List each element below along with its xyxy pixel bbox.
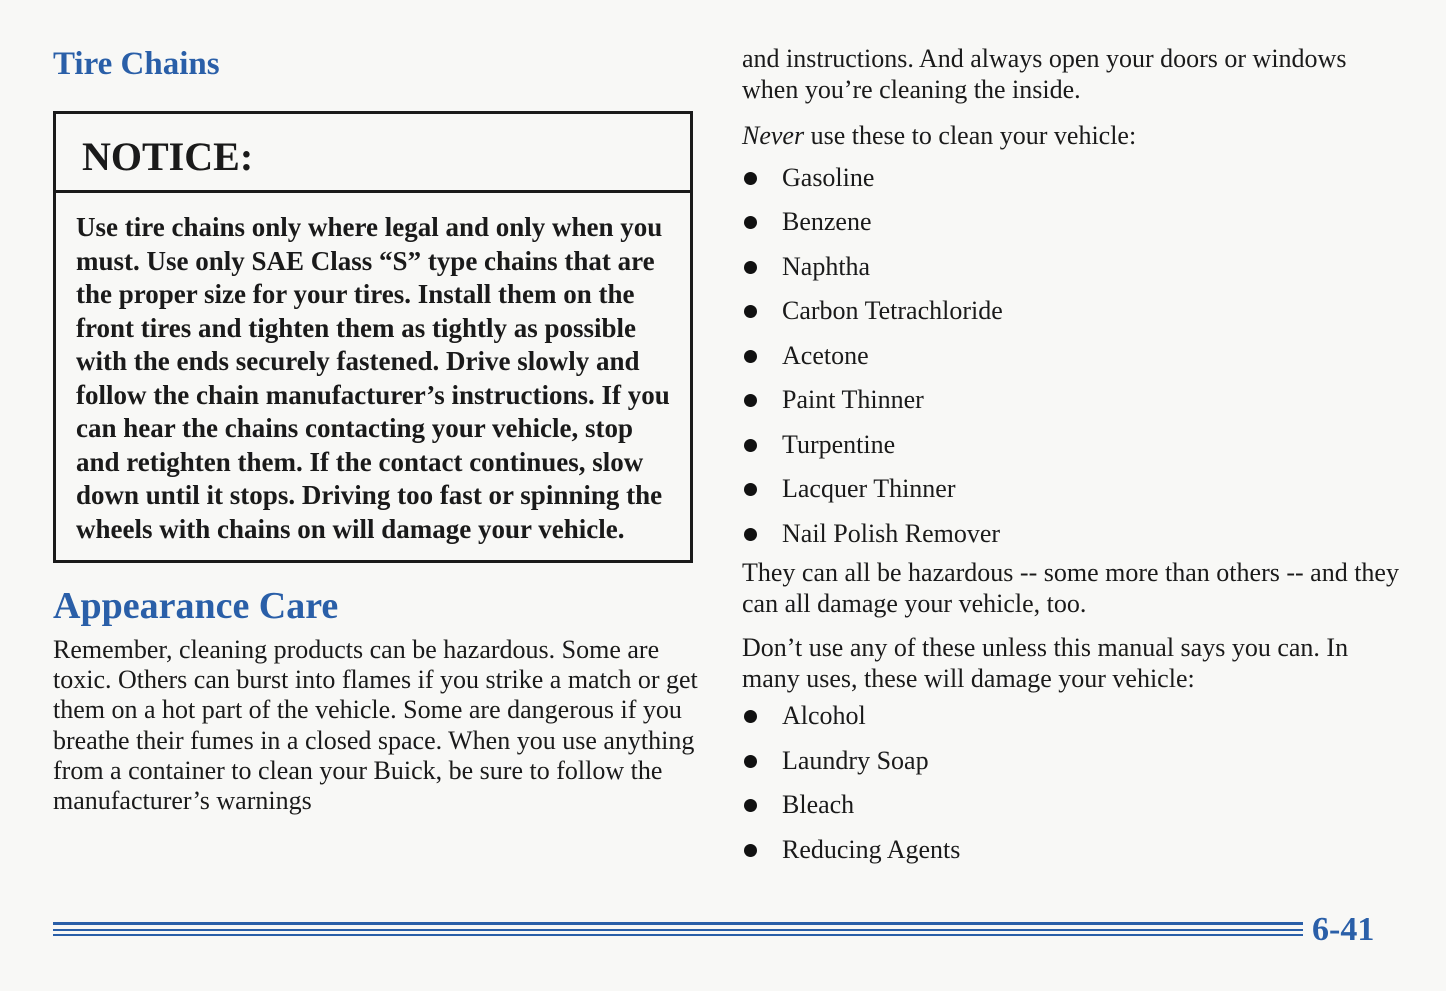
left-column [53,42,698,816]
notice-text: Use tire chains only where legal and only when you must. Use only SAE Class “S” type chains that are the proper size for your tires. Install them on the front tires and tighten them as tightly as possible with the ends securely fastened. Drive slowly and follow the chain manufacturer’s instructions. If you can hear the chains contacting your vehicle, stop and retighten them. If the contact continues, slow down until it stops. Driving too fast or spinning the wheels with chains on will damage your vehicle. [76,212,670,544]
right-column [742,44,1402,872]
list-item-label: Lacquer Thinner [782,474,956,503]
list-item-label: Carbon Tetrachloride [782,296,1003,325]
bullet-icon [744,528,757,541]
list-item [742,512,1402,557]
list-item-label: Alcohol [782,701,866,730]
never-use-list [742,156,1402,557]
list-item-label: Nail Polish Remover [782,518,1001,548]
list-item [742,828,1402,873]
list-item-label: Reducing Agents [782,834,961,864]
list-item [742,423,1402,468]
list-item [742,334,1402,379]
list-item-label: Gasoline [782,162,875,192]
never-emphasis: Never [742,121,805,150]
bullet-icon [744,305,757,318]
appearance-care-heading: Appearance Care [53,585,339,627]
list-item [742,739,1402,784]
list-item-label: Paint Thinner [782,385,924,414]
bullet-icon [744,844,757,857]
notice-label: NOTICE: [56,114,690,193]
appearance-care-text: Remember, cleaning products can be hazardous. Some are toxic. Others can burst into flames if you strike a match or get them on a hot part of the vehicle. Some are dangerous if you breathe their fumes in a closed space. When you use anything from a container to clean your Buick, be sure to follow the manufacturer’s warnings [53,635,698,816]
list-item [742,200,1402,245]
tire-chains-heading: Tire Chains [53,46,220,82]
bullet-icon [744,710,757,723]
page-number: 6-41 [1312,911,1375,948]
footer-rule [53,922,1303,937]
hazard-text: They can all be hazardous -- some more than others -- and they can all damage your vehicle, too. [742,558,1399,618]
list-item [742,156,1402,201]
list-item-label: Acetone [782,340,869,370]
list-item [742,694,1402,739]
bullet-icon [744,394,757,407]
bullet-icon [744,439,757,452]
bullet-icon [744,350,757,363]
list-item [742,378,1402,423]
bullet-icon [744,483,757,496]
dont-use-list [742,694,1402,872]
list-item-label: Naphtha [782,251,871,281]
list-item-label: Benzene [782,207,872,236]
list-item [742,289,1402,334]
list-item [742,467,1402,512]
bullet-icon [744,755,757,768]
bullet-icon [744,172,757,185]
list-item [742,245,1402,290]
dont-use-text: Don’t use any of these unless this manual says you can. In many uses, these will damage your vehicle: [742,633,1349,693]
list-item-label: Laundry Soap [782,745,929,775]
list-item-label: Turpentine [782,429,896,459]
bullet-icon [744,799,757,812]
never-use-rest: use these to clean your vehicle: [804,121,1137,150]
notice-box [53,111,693,563]
list-item-label: Bleach [782,790,855,819]
bullet-icon [744,216,757,229]
never-use-intro [742,121,1402,152]
continued-text: and instructions. And always open your doors or windows when you’re cleaning the inside. [742,44,1347,104]
bullet-icon [744,261,757,274]
list-item [742,783,1402,828]
